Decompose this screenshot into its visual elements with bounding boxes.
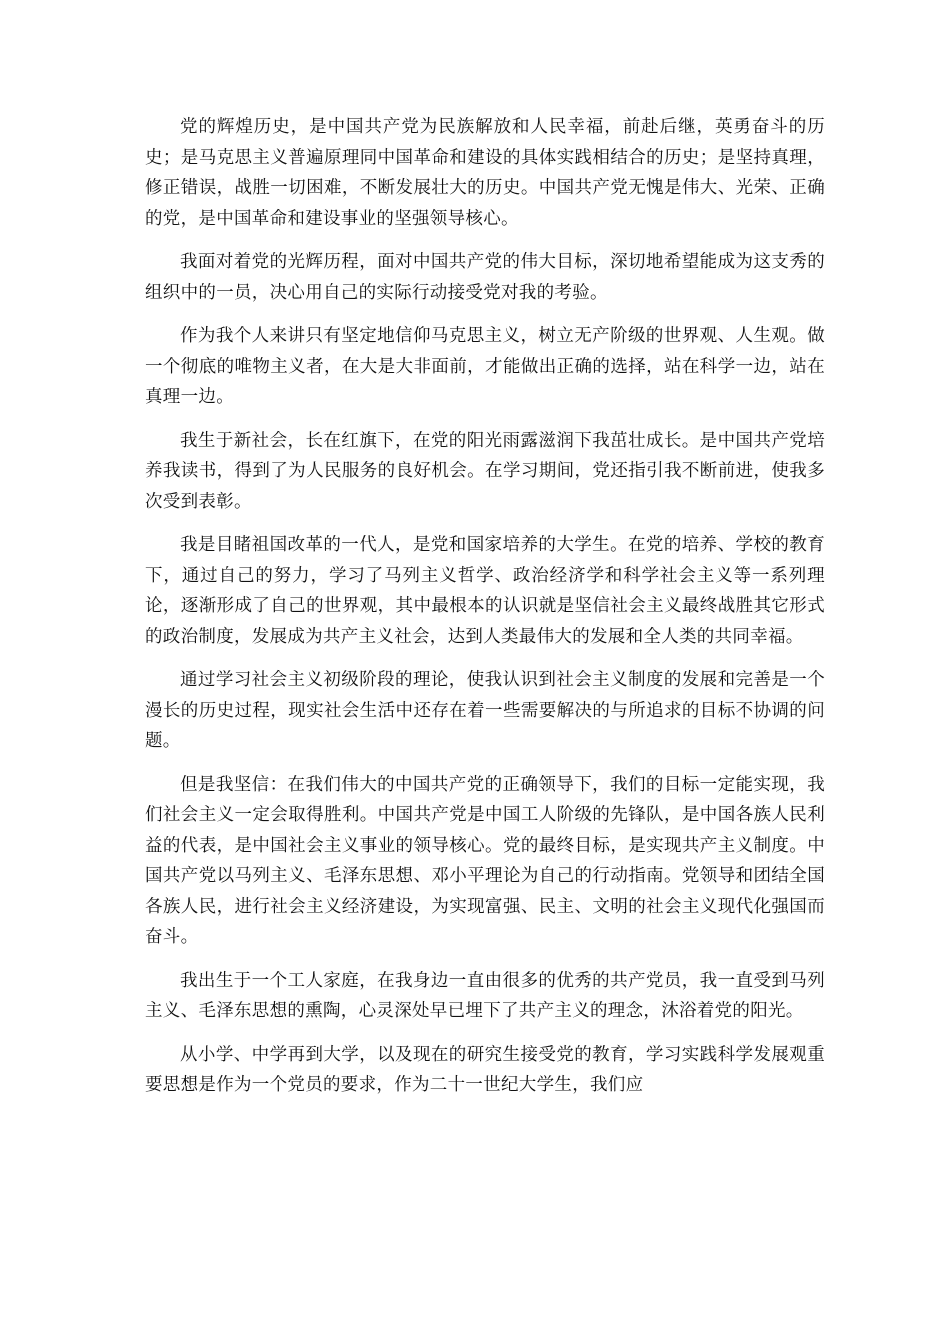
paragraph-belief: 作为我个人来讲只有坚定地信仰马克思主义，树立无产阶级的世界观、人生观。做一个彻底的唯物主义者，在大是大非面前，才能做出正确的选择，站在科学一边，站在真理一边。 [145, 326, 825, 407]
paragraph-study: 从小学、中学再到大学，以及现在的研究生接受党的教育，学习实践科学发展观重要思想是作为一个党员的要求，作为二十一世纪大学生，我们应 [145, 1044, 825, 1095]
paragraph-upbringing: 我生于新社会，长在红旗下，在党的阳光雨露滋润下我茁壮成长。是中国共产党培养我读书，得到了为人民服务的良好机会。在学习期间，党还指引我不断前进，使我多次受到表彰。 [145, 430, 825, 512]
paragraph-primary-stage: 通过学习社会主义初级阶段的理论，使我认识到社会主义制度的发展和完善是一个漫长的历史过程，现实社会生活中还存在着一些需要解决的与所追求的目标不协调的问题。 [145, 670, 825, 751]
document-page [145, 112, 825, 1114]
paragraph-party-history: 党的辉煌历史，是中国共产党为民族解放和人民幸福，前赴后继，英勇奋斗的历史；是马克思主义普遍原理同中国革命和建设的具体实践相结合的历史；是坚持真理，修正错误，战胜一切困难，不断发展壮大的历史。中国共产党无愧是伟大、光荣、正确的党，是中国革命和建设事业的坚强领导核心。 [145, 117, 825, 229]
paragraph-family: 我出生于一个工人家庭，在我身边一直由很多的优秀的共产党员，我一直受到马列主义、毛泽东思想的熏陶，心灵深处早已埋下了共产主义的理念，沐浴着党的阳光。 [145, 970, 825, 1021]
paragraph-conviction: 但是我坚信：在我们伟大的中国共产党的正确领导下，我们的目标一定能实现，我们社会主义一定会取得胜利。中国共产党是中国工人阶级的先锋队，是中国各族人民利益的代表，是中国社会主义事业的领导核心。党的最终目标，是实现共产主义制度。中国共产党以马列主义、毛泽东思想、邓小平理论为自己的行动指南。党领导和团结全国各族人民，进行社会主义经济建设，为实现富强、民主、文明的社会主义现代化强国而奋斗。 [145, 774, 825, 947]
paragraph-education: 我是目睹祖国改革的一代人，是党和国家培养的大学生。在党的培养、学校的教育下，通过自己的努力，学习了马列主义哲学、政治经济学和科学社会主义等一系列理论，逐渐形成了自己的世界观，其中最根本的认识就是坚信社会主义最终战胜其它形式的政治制度，发展成为共产主义社会，达到人类最伟大的发展和全人类的共同幸福。 [145, 535, 825, 647]
paragraph-aspiration: 我面对着党的光辉历程，面对中国共产党的伟大目标，深切地希望能成为这支秀的组织中的一员，决心用自己的实际行动接受党对我的考验。 [145, 252, 825, 303]
